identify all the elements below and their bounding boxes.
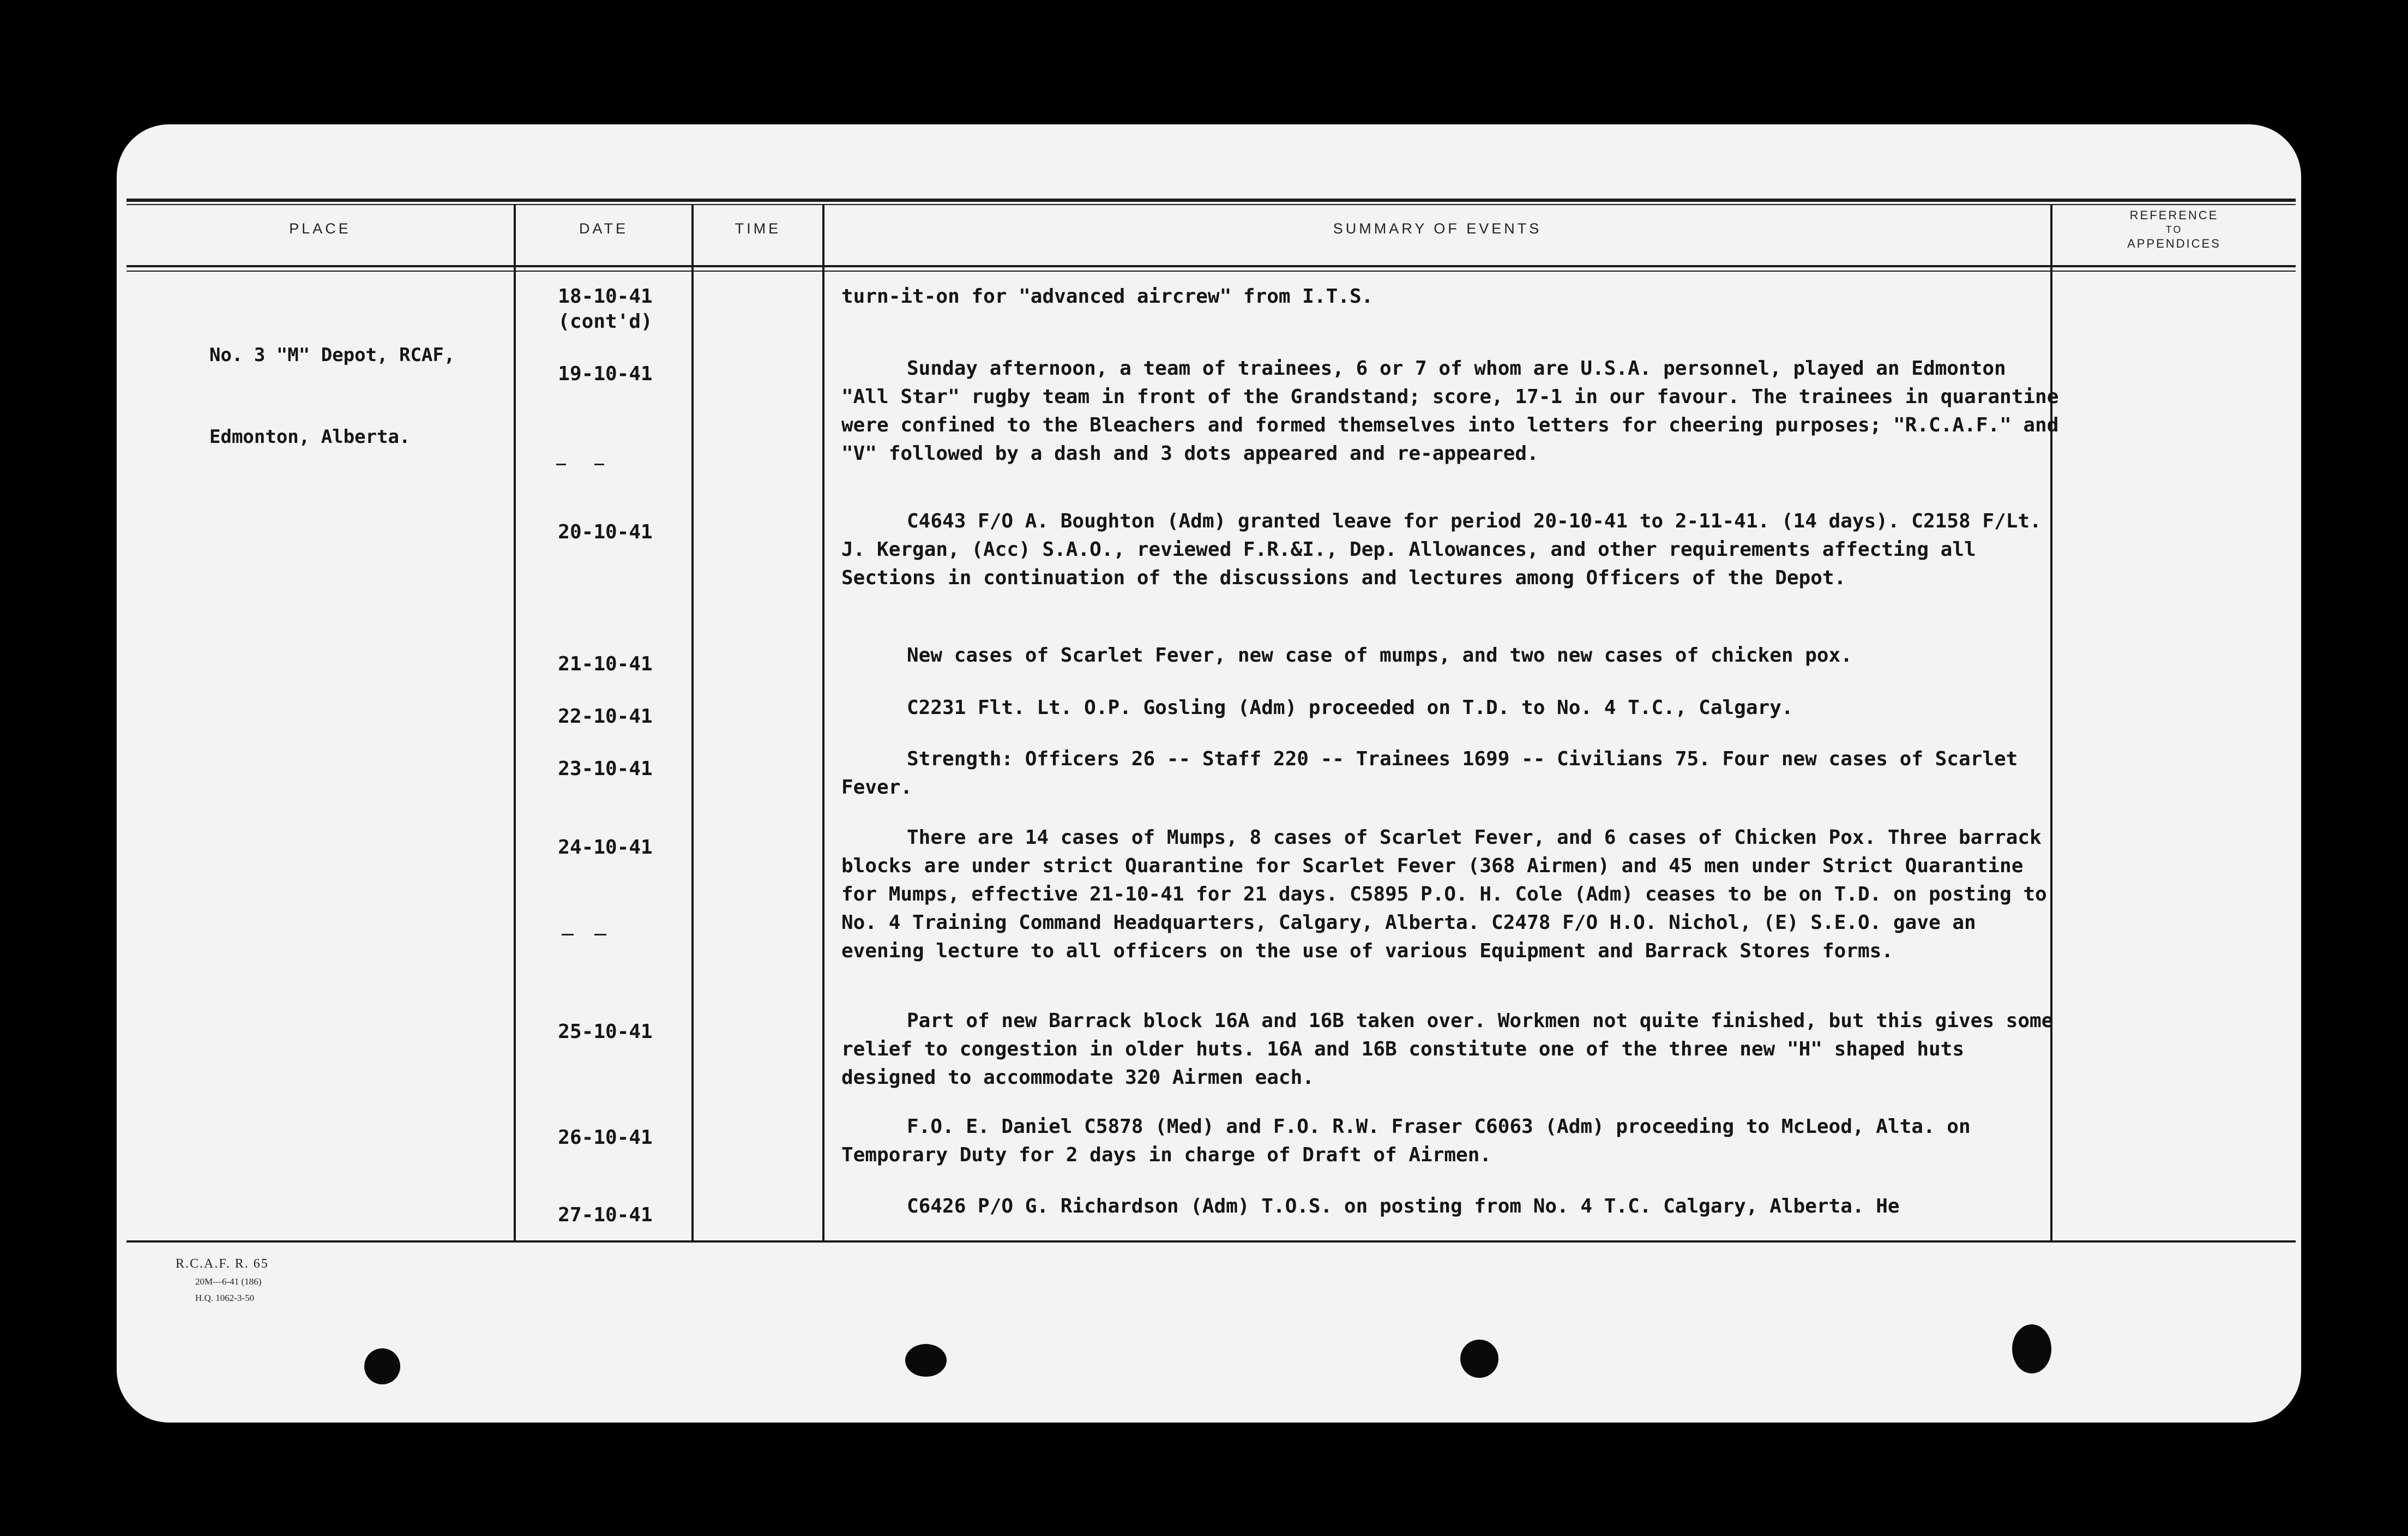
- entry-summary: C6426 P/O G. Richardson (Adm) T.O.S. on posting from No. 4 T.C. Calgary, Alberta. He: [907, 1195, 1900, 1217]
- place-line-1: No. 3 "M" Depot, RCAF,: [209, 344, 455, 366]
- header-reference-line-1: REFERENCE: [2129, 208, 2219, 222]
- punch-hole: [364, 1348, 400, 1384]
- stray-mark: [556, 464, 566, 465]
- entry-summary: Strength: Officers 26 -- Staff 220 -- Trainees 1699 -- Civilians 75. Four new cases of Scarlet Fever.: [841, 748, 2018, 799]
- column-divider-date: [691, 205, 694, 1240]
- entry-date: 23-10-41: [558, 758, 653, 780]
- entry-summary: turn-it-on for "advanced aircrew" from I.T.S.: [841, 285, 1374, 308]
- entry-date: 24-10-41: [558, 836, 653, 859]
- header-reference: [2052, 208, 2296, 251]
- header-date: DATE: [579, 220, 628, 237]
- entry-summary: New cases of Scarlet Fever, new case of mumps, and two new cases of chicken pox.: [907, 644, 1852, 667]
- header-top-rule-thin: [127, 204, 2296, 205]
- header-place: PLACE: [289, 220, 351, 237]
- entry-date: 27-10-41: [558, 1204, 653, 1226]
- stray-mark: [594, 464, 604, 465]
- header-reference-line-2: TO: [2165, 224, 2183, 235]
- column-divider-time: [822, 205, 824, 1240]
- header-time: TIME: [735, 220, 781, 237]
- stray-mark: [594, 934, 606, 935]
- footer-rule: [127, 1240, 2296, 1243]
- form-hq-reference: H.Q. 1062-3-50: [195, 1293, 255, 1303]
- entry-date-note: (cont'd): [558, 310, 653, 333]
- header-top-rule: [127, 199, 2296, 202]
- entry-date: 21-10-41: [558, 653, 653, 675]
- entry-date: 26-10-41: [558, 1126, 653, 1149]
- punch-hole: [1460, 1340, 1498, 1378]
- entry-summary: C2231 Flt. Lt. O.P. Gosling (Adm) proceeded on T.D. to No. 4 T.C., Calgary.: [907, 697, 1793, 719]
- entry-summary: F.O. E. Daniel C5878 (Med) and F.O. R.W. Fraser C6063 (Adm) proceeding to McLeod, Alta. on Temporary Duty for 2 days in charge of Draft of Airmen.: [841, 1115, 1971, 1166]
- place-line-2: Edmonton, Alberta.: [209, 426, 411, 448]
- header-bottom-rule-thin: [127, 271, 2296, 272]
- punch-hole: [905, 1344, 947, 1377]
- entry-date: 18-10-41: [558, 285, 653, 308]
- form-number: R.C.A.F. R. 65: [176, 1257, 269, 1271]
- header-summary: SUMMARY OF EVENTS: [1333, 220, 1542, 237]
- entry-summary: C4643 F/O A. Boughton (Adm) granted leave for period 20-10-41 to 2-11-41. (14 days). C2158 F/Lt. J. Kergan, (Acc) S.A.O., reviewed F.R.&I., Dep. Allowances, and other requirements affecting all Sections in continuation of the discussions and lectures among Officers of the Depot.: [841, 510, 2042, 589]
- entry-summary: Part of new Barrack block 16A and 16B taken over. Workmen not quite finished, but this gives some relief to congestion in older huts. 16A and 16B constitute one of the three new "H" shaped huts designed to accommodate 320 Airmen each.: [841, 1010, 2054, 1089]
- punch-hole: [2012, 1324, 2051, 1373]
- entry-date: 19-10-41: [558, 363, 653, 385]
- place-entry: [209, 287, 455, 478]
- header-bottom-rule: [127, 265, 2296, 267]
- entry-summary: There are 14 cases of Mumps, 8 cases of Scarlet Fever, and 6 cases of Chicken Pox. Three barrack blocks are under strict Quarantine for Scarlet Fever (368 Airmen) and 45 men under Strict Quarantine for Mumps, effective 21-10-41 for 21 days. C5895 P.O. H. Cole (Adm) ceases to be on T.D. on posting to No. 4 Training Command Headquarters, Calgary, Alberta. C2478 F/O H.O. Nichol, (E) S.E.O. gave an evening lecture to all officers on the use of various Equipment and Barrack Stores forms.: [841, 826, 2047, 962]
- entry-date: 25-10-41: [558, 1021, 653, 1043]
- entry-date: 22-10-41: [558, 705, 653, 728]
- column-divider-place: [514, 205, 516, 1240]
- entry-summary: Sunday afternoon, a team of trainees, 6 or 7 of whom are U.S.A. personnel, played an Edmonton "All Star" rugby team in front of the Grandstand; score, 17-1 in our favour. The trainees in quarantine were confined to the Bleachers and formed themselves into letters for cheering purposes; "R.C.A.F." and "V" followed by a dash and 3 dots appeared and re-appeared.: [841, 357, 2059, 465]
- stray-mark: [562, 934, 574, 935]
- entry-date: 20-10-41: [558, 521, 653, 543]
- header-reference-line-3: APPENDICES: [2127, 237, 2221, 250]
- form-print-run: 20M—6-41 (186): [195, 1276, 262, 1287]
